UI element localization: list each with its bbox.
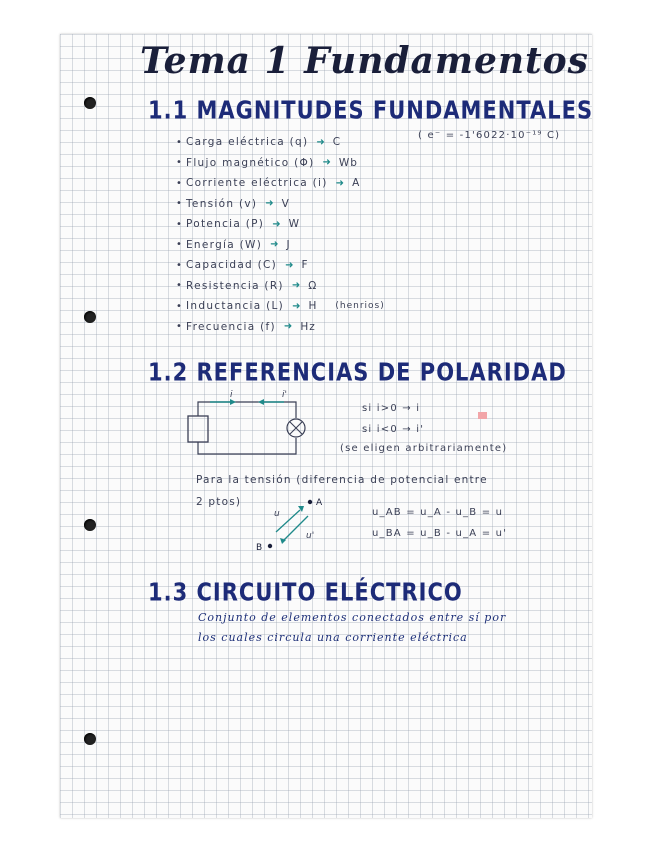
wire-top <box>198 402 296 418</box>
section-heading-circuito: 1.3 CIRCUITO ELÉCTRICO <box>148 578 463 607</box>
magnitude-unit: Hz <box>300 320 316 333</box>
bullet-icon: • <box>176 218 182 230</box>
equation-uba: u_BA = u_B - u_A = u' <box>372 528 508 539</box>
electron-charge-note: ( e⁻ = -1'6022·10⁻¹⁹ C) <box>418 130 561 141</box>
magnitude-unit: J <box>286 238 291 251</box>
label-i: i <box>230 390 233 400</box>
magnitude-row <box>176 154 358 172</box>
teal-arrow-icon: ➜ <box>322 157 331 168</box>
magnitude-unit: Wb <box>338 156 358 169</box>
magnitude-name: Tensión (v) <box>186 197 258 210</box>
tension-text-line1: Para la tensión (diferencia de potencial entre <box>196 474 488 486</box>
wire-bottom <box>198 438 296 454</box>
bullet-icon: • <box>176 321 182 332</box>
magnitude-row <box>176 133 341 151</box>
bullet-icon: • <box>176 300 182 312</box>
magnitude-row <box>176 277 317 295</box>
page-title: Tema 1 Fundamentos <box>140 40 589 82</box>
teal-arrow-icon: ➜ <box>272 218 281 230</box>
bullet-icon: • <box>176 280 182 291</box>
bullet-icon: • <box>176 239 182 250</box>
magnitude-name: Frecuencia (f) <box>186 320 276 333</box>
magnitude-name: Energía (W) <box>186 238 263 251</box>
teal-arrow-icon: ➜ <box>335 177 345 189</box>
source-box <box>188 416 208 442</box>
magnitude-unit: H <box>308 300 318 312</box>
point-a-dot <box>308 500 312 504</box>
magnitude-unit: Ω <box>308 279 318 292</box>
arrow-u-prime <box>284 516 308 540</box>
bullet-icon: • <box>176 157 182 168</box>
magnitude-unit: V <box>281 197 290 210</box>
teal-arrow-icon: ➜ <box>270 239 279 250</box>
label-u: u <box>274 509 280 519</box>
binder-hole <box>84 311 96 323</box>
magnitude-note: (henrios) <box>335 301 385 311</box>
label-u-prime: u' <box>306 531 315 541</box>
magnitude-row <box>176 256 309 274</box>
magnitude-name: Inductancia (L) <box>186 300 285 312</box>
rule-positive: si i>0 → i <box>362 403 421 414</box>
section-heading-magnitudes: 1.1 MAGNITUDES FUNDAMENTALES <box>148 96 594 125</box>
teal-arrow-icon: ➜ <box>316 136 325 148</box>
label-point-b: B <box>256 543 263 553</box>
magnitude-name: Potencia (P) <box>186 218 265 230</box>
tension-diagram <box>250 492 340 556</box>
magnitude-unit: A <box>352 177 361 189</box>
bullet-icon: • <box>176 177 182 189</box>
magnitude-row <box>176 174 360 192</box>
teal-arrow-icon: ➜ <box>291 280 301 291</box>
point-b-dot <box>268 544 272 548</box>
magnitude-name: Resistencia (R) <box>186 279 284 292</box>
rule-negative: si i<0 → i' <box>362 424 425 435</box>
binder-hole <box>84 97 96 109</box>
magnitude-name: Carga eléctrica (q) <box>186 136 309 148</box>
rule-note: (se eligen arbitrariamente) <box>340 443 508 454</box>
equation-uab: u_AB = u_A - u_B = u <box>372 507 504 518</box>
notebook-page <box>60 34 592 818</box>
circuito-definition-line1: Conjunto de elementos conectados entre sí por <box>198 611 507 624</box>
teal-arrow-icon: ➜ <box>285 259 294 271</box>
tension-text-line2: 2 ptos) <box>196 496 242 508</box>
magnitude-name: Corriente eléctrica (i) <box>186 177 328 189</box>
magnitude-unit: W <box>288 218 300 230</box>
magnitude-name: Capacidad (C) <box>186 259 278 271</box>
section-heading-polaridad: 1.2 REFERENCIAS DE POLARIDAD <box>148 358 567 387</box>
magnitude-unit: F <box>301 259 309 271</box>
binder-hole <box>84 519 96 531</box>
magnitude-unit: C <box>332 136 342 148</box>
polarity-circuit-diagram <box>184 390 324 460</box>
bullet-icon: • <box>176 259 182 271</box>
binder-hole <box>84 733 96 745</box>
magnitude-name: Flujo magnético (Φ) <box>186 156 315 169</box>
circuito-definition-line2: los cuales circula una corriente eléctrica <box>198 631 468 644</box>
teal-arrow-icon: ➜ <box>265 198 274 209</box>
magnitude-row <box>176 236 291 254</box>
magnitude-row <box>176 297 385 315</box>
teal-arrow-icon: ➜ <box>283 321 293 332</box>
magnitude-row <box>176 318 316 336</box>
magnitude-row <box>176 195 290 213</box>
bullet-icon: • <box>176 198 182 209</box>
teal-arrow-icon: ➜ <box>292 300 301 312</box>
label-i-prime: i' <box>282 390 287 400</box>
label-point-a: A <box>316 498 323 508</box>
bullet-icon: • <box>176 136 182 148</box>
pink-mark <box>478 412 487 419</box>
magnitude-row <box>176 215 300 233</box>
